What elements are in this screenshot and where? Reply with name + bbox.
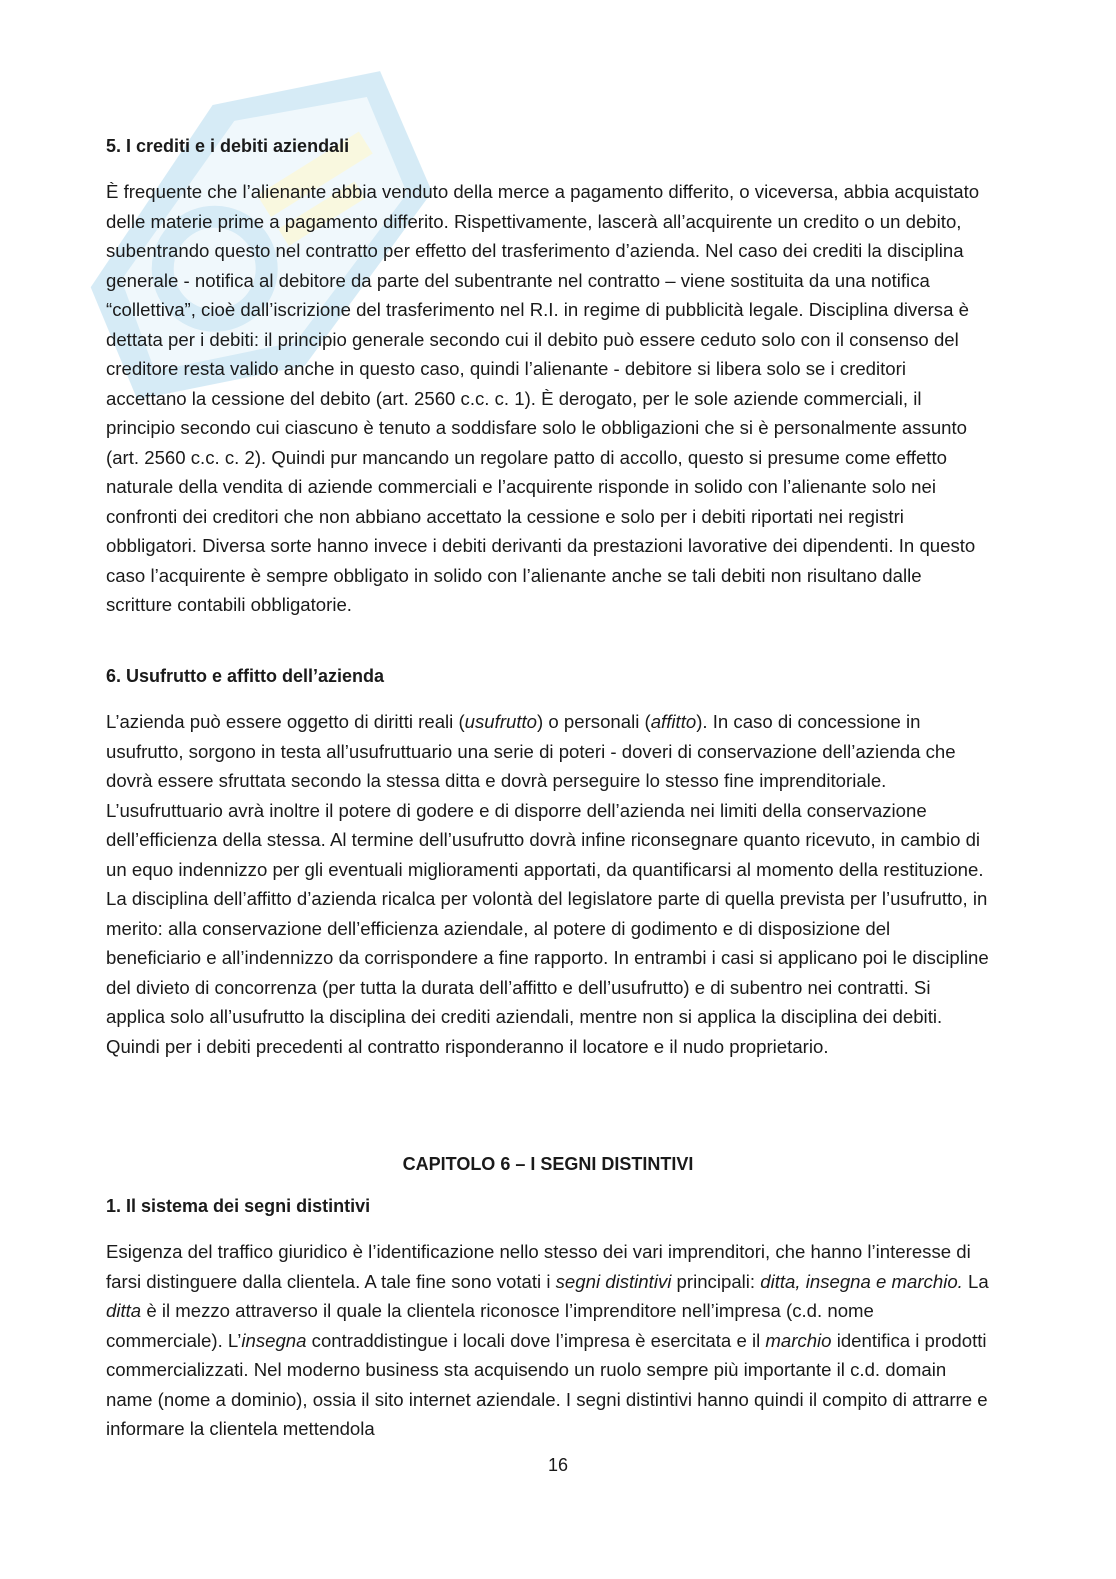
italic-term: ditta bbox=[106, 1300, 142, 1321]
body-text: La bbox=[962, 1270, 989, 1292]
chapter-title: CAPITOLO 6 – I SEGNI DISTINTIVI bbox=[402, 1154, 694, 1174]
italic-term: affitto bbox=[650, 711, 697, 732]
italic-term: marchio bbox=[765, 1329, 832, 1351]
section-body-crediti-debiti: È frequente che l’alienante abbia venduto della merce a pagamento differito, o viceversa, abbia acquistato delle materie prime a pagamento differito. Rispettivamente, lascerà all’acquirente un credito o un debito, subentrando questo nel contratto per effetto del trasferimento d’azienda. Nel caso dei crediti la disciplina generale - notifica al debitore da parte del subentrante nel contratto – viene sostituita da una notifica “collettiva”, cioè dall’iscrizione del trasferimento nel R.I. in regime di pubblicità legale. Disciplina diversa è dettata per i debiti: il principio generale secondo cui il debito può essere ceduto solo con il consenso del creditore resta valido anche in questo caso, quindi l’alienante - debitore si libera solo se i creditori accettano la cessione del debito (art. 2560 c.c. c. 1). È derogato, per le sole aziende commerciali, il principio secondo cui ciascuno è tenuto a soddisfare solo le obbligazioni che si è personalmente assunto (art. 2560 c.c. c. 2). Quindi pur mancando un regolare patto di accollo, questo si presume come effetto naturale della vendita di aziende commerciali e l’acquirente risponde in solido con l’alienante solo nei confronti dei creditori che non abbiano accettato la cessione e solo per i debiti riportati nei registri obbligatori. Diversa sorte hanno invece i debiti derivanti da prestazioni lavorative dei dipendenti. In questo caso l’acquirente è sempre obbligato in solido con l’alienante anche se tali debiti non risultano dalle scritture contabili obbligatorie. bbox=[106, 181, 980, 615]
body-text: ). In caso di concessione in usufrutto, sorgono in testa all’usufruttuario una serie di poteri - doveri di conservazione dell’azienda che dovrà essere sfruttata secondo la stessa ditta e dovrà perseguire lo stesso fine imprenditoriale. L’usufruttuario avrà inoltre il potere di godere e di disporre dell’azienda nei limiti della conservazione dell’efficienza della stessa. Al termine dell’usufrutto dovrà infine riconsegnare quanto ricevuto, in cambio di un equo indennizzo per gli eventuali miglioramenti apportati, da quantificarsi al momento della restituzione. La disciplina dell’affitto d’azienda ricalca per volontà del legislatore parte di quella prevista per l’usufrutto, in merito: alla conservazione dell’efficienza aziendale, al potere di godimento e di disposizione del beneficiario e all’indennizzo da corrispondere a fine rapporto. In entrambi i casi si applicano poi le discipline del divieto di concorrenza (per tutta la durata dell’affitto e dell’usufrutto) e di subentro nei contratti. Si applica solo all’usufrutto la disciplina dei crediti aziendali, mentre non si applica la disciplina dei debiti. Quindi per i debiti precedenti al contratto risponderanno il locatore e il nudo proprietario. bbox=[106, 711, 989, 1057]
body-text: L’azienda può essere oggetto di diritti reali ( bbox=[106, 711, 465, 732]
body-text: contraddistingue i locali dove l’impresa è esercitata e il bbox=[306, 1329, 766, 1351]
page-number: 16 bbox=[547, 1455, 569, 1475]
body-text: principali: bbox=[671, 1270, 761, 1292]
italic-term: usufrutto bbox=[464, 711, 538, 732]
section-body-segni-distintivi bbox=[106, 1237, 990, 1444]
italic-term: ditta, insegna e marchio. bbox=[760, 1270, 963, 1292]
italic-term: insegna bbox=[241, 1329, 307, 1351]
body-text: Esigenza del traffico giuridico è l’identificazione nello stesso dei vari imprenditori, che hanno l’interesse di farsi distinguere dalla clientela. A tale fine sono votati i bbox=[106, 1241, 971, 1292]
body-text: è il mezzo attraverso il quale la clientela riconosce l’imprenditore nell’impresa (c.d. nome commerciale). L’ bbox=[106, 1300, 874, 1351]
body-text: ) o personali ( bbox=[537, 711, 651, 732]
section-title-segni-distintivi: 1. Il sistema dei segni distintivi bbox=[106, 1196, 371, 1216]
section-title-crediti-debiti: 5. I crediti e i debiti aziendali bbox=[106, 136, 350, 156]
italic-term: segni distintivi bbox=[555, 1270, 672, 1292]
section-title-usufrutto-affitto: 6. Usufrutto e affitto dell’azienda bbox=[106, 666, 385, 686]
body-text: identifica i prodotti commercializzati. Nel moderno business sta acquisendo un ruolo sempre più importante il c.d. domain name (nome a dominio), ossia il sito internet aziendale. I segni distintivi hanno quindi il compito di attrarre e informare la clientela mettendola bbox=[106, 1329, 988, 1439]
section-body-usufrutto-affitto bbox=[106, 707, 990, 1061]
